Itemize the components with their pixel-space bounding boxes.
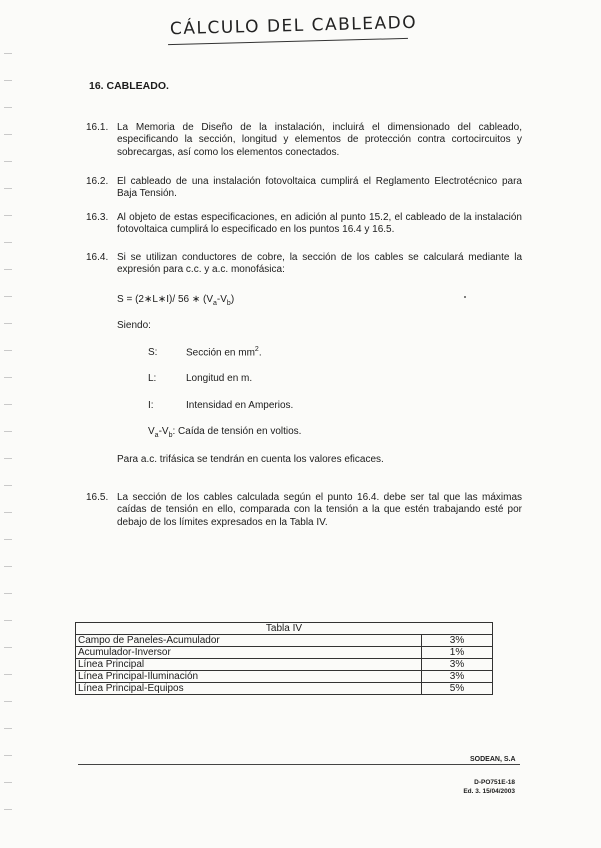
table-cell-value: 5% — [422, 683, 493, 695]
clause-16-1 — [86, 122, 522, 159]
clause-16-3 — [86, 212, 522, 237]
voltage-text: : Caída de tensión en voltios. — [172, 426, 302, 437]
section-formula — [117, 294, 234, 307]
footer-divider — [78, 764, 520, 765]
clause-text: El cableado de una instalación fotovoltaica cumplirá el Reglamento Electrotécnico para Baja Tensión. — [117, 176, 522, 200]
definition-symbol: S: — [148, 347, 158, 359]
table-cell-value: 3% — [422, 635, 493, 647]
formula-sub-b: b — [226, 300, 231, 307]
definition-s — [148, 346, 262, 358]
table-row — [76, 671, 493, 683]
definition-after: . — [258, 347, 262, 359]
table-cell-label: Línea Principal — [76, 659, 422, 671]
formula-mid: -V — [216, 294, 227, 305]
clause-text: La Memoria de Diseño de la instalación, incluirá el dimensionado del cableado, especificando la sección, longitud y elementos de protección contra cortocircuitos y sobrecargas, así como los elementos conectados. — [117, 122, 522, 158]
table-cell-label: Campo de Paneles-Acumulador — [76, 635, 422, 647]
definition-symbol: I: — [148, 400, 154, 411]
table-row — [76, 647, 493, 659]
scan-speck — [464, 296, 466, 298]
definition-text: Longitud en m. — [186, 373, 253, 384]
table-cell-label: Línea Principal-Iluminación — [76, 671, 422, 683]
voltage-sub-a: a — [154, 432, 159, 439]
clause-number: 16.1. — [86, 122, 109, 133]
voltage-sub-b: b — [168, 432, 173, 439]
definition-voltage — [148, 426, 301, 439]
table-row — [76, 683, 493, 695]
table-cell-value: 3% — [422, 659, 493, 671]
table-cell-value: 3% — [422, 671, 493, 683]
clause-16-5 — [86, 492, 522, 529]
siendo-label: Siendo: — [117, 320, 151, 331]
handwritten-underline — [168, 38, 408, 45]
clause-number: 16.2. — [86, 176, 109, 187]
definition-l — [148, 373, 252, 384]
definition-symbol: L: — [148, 373, 157, 384]
footer-company: SODEAN, S.A — [470, 756, 516, 763]
clause-text: La sección de los cables calculada según el punto 16.4. debe ser tal que las máximas caídas de tensión en ello, comparada con la tensión a la que estén trabajando esté por debajo de los límites expresados en la Tabla IV. — [117, 492, 522, 528]
definition-text: Sección en mm — [186, 347, 255, 359]
clause-text: Al objeto de estas especificaciones, en adición al punto 15.2, el cableado de la instalación fotovoltaica cumplirá lo especificado en los puntos 16.4 y 16.5. — [117, 212, 522, 236]
clause-number: 16.5. — [86, 492, 109, 503]
clause-number: 16.3. — [86, 212, 109, 223]
footer-doc-reference — [463, 778, 515, 796]
table-row — [76, 659, 493, 671]
footer-edition: Ed. 3. 15/04/2003 — [463, 788, 515, 795]
clause-text: Si se utilizan conductores de cobre, la sección de los cables se calculará mediante la expresión para c.c. y a.c. monofásica: — [117, 252, 522, 276]
table-cell-label: Línea Principal-Equipos — [76, 683, 422, 695]
definition-sup: 2 — [254, 346, 259, 353]
footer-doc-code: D-PO751E-18 — [474, 779, 515, 786]
clause-16-2 — [86, 176, 522, 201]
clause-16-4 — [86, 252, 522, 277]
formula-prefix: S = (2∗L∗I)/ 56 ∗ (V — [117, 294, 214, 305]
trifasica-note: Para a.c. trifásica se tendrán en cuenta los valores eficaces. — [117, 454, 384, 465]
clause-number: 16.4. — [86, 252, 109, 263]
table-cell-value: 1% — [422, 647, 493, 659]
table-caption-row — [76, 623, 493, 635]
definition-i — [148, 400, 293, 411]
section-heading: 16. CABLEADO. — [89, 80, 169, 92]
voltage-drop-table — [75, 622, 493, 695]
formula-sub-a: a — [213, 300, 217, 307]
binder-margin — [4, 40, 12, 830]
voltage-v: V — [148, 426, 155, 437]
table-row — [76, 635, 493, 647]
handwritten-title: CÁLCULO DEL CABLEADO — [169, 12, 418, 40]
table-cell-label: Acumulador-Inversor — [76, 647, 422, 659]
definition-text: Intensidad en Amperios. — [186, 400, 294, 411]
voltage-mid: -V — [158, 426, 169, 437]
table-caption: Tabla IV — [76, 623, 493, 635]
formula-suffix: ) — [230, 294, 235, 305]
